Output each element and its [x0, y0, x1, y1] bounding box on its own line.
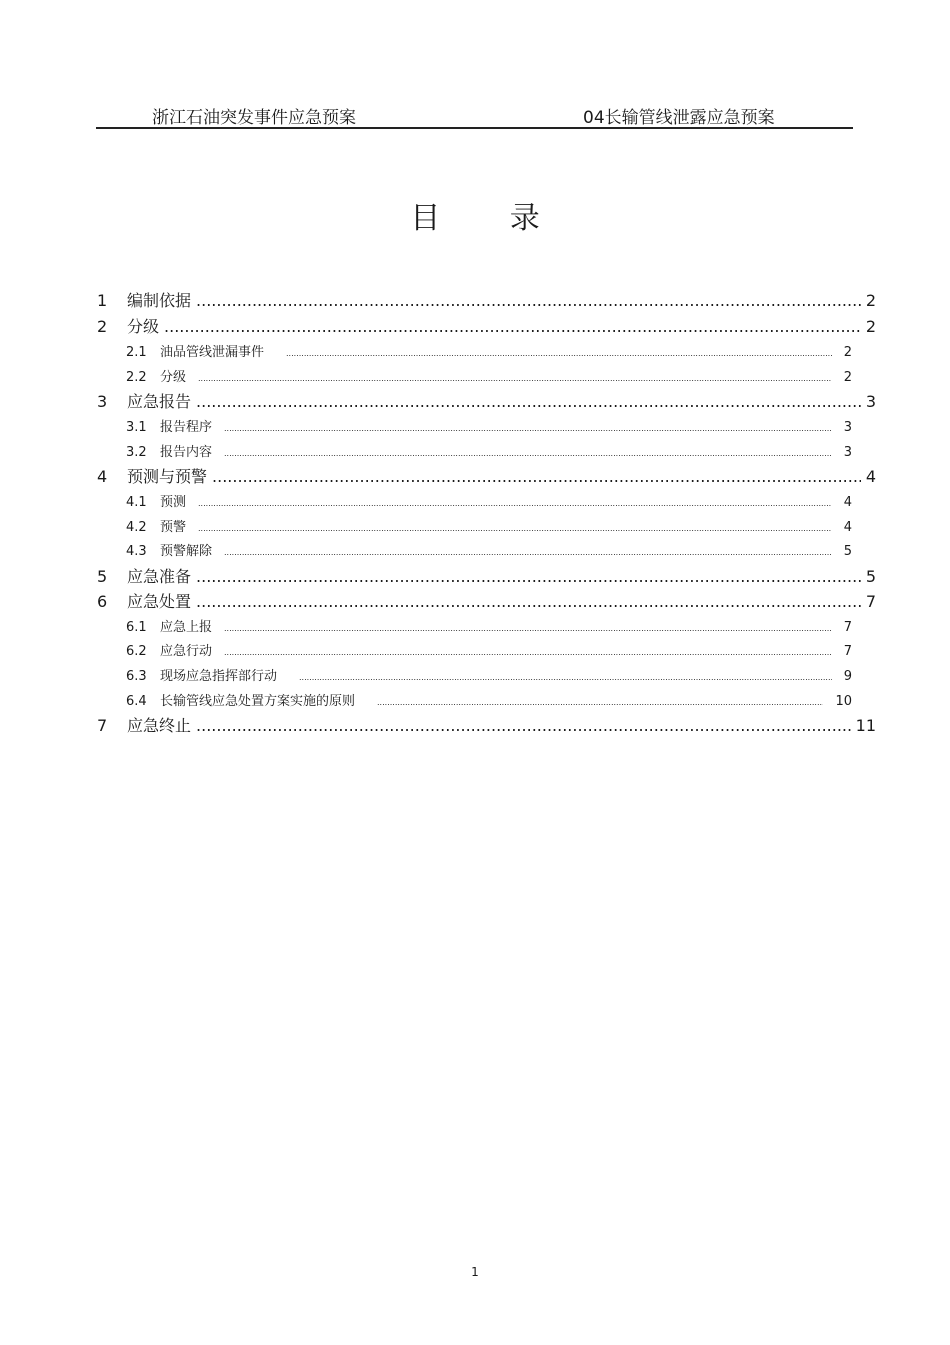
- toc-entry[interactable]: [97, 314, 876, 338]
- toc-entry-label: 现场应急指挥部行动: [160, 669, 278, 684]
- toc-entry-label: 应急行动: [160, 644, 213, 659]
- toc-entry-label: 报告内容: [160, 445, 213, 460]
- toc-dot-leader: [224, 624, 832, 633]
- toc-entry-label: 预测: [160, 495, 187, 510]
- toc-entry-page: 10: [835, 694, 852, 709]
- toc-entry-label: 分级: [127, 317, 160, 336]
- toc-dot-leader: [196, 392, 861, 411]
- toc-entry-page: 2: [865, 317, 876, 336]
- toc-entry-page: 4: [843, 495, 852, 510]
- toc-entry-label: 报告程序: [160, 420, 213, 435]
- toc-entry-label: 应急处置: [127, 592, 192, 611]
- page-header: [96, 101, 853, 129]
- toc-subentry[interactable]: [126, 366, 852, 388]
- toc-subentry[interactable]: [126, 540, 852, 562]
- toc-entry-page: 3: [865, 392, 876, 411]
- toc-entry-number: 5: [97, 567, 108, 586]
- toc-entry-number: 2.2: [126, 370, 147, 385]
- toc-entry-page: 4: [843, 520, 852, 535]
- toc-entry-number: 2.1: [126, 345, 147, 360]
- toc-dot-leader: [198, 499, 832, 508]
- header-section-title: 04长输管线泄露应急预案: [583, 108, 775, 128]
- toc-entry[interactable]: [97, 713, 876, 737]
- toc-entry-number: 6: [97, 592, 108, 611]
- header-document-title: 浙江石油突发事件应急预案: [152, 108, 356, 128]
- toc-entry-number: 7: [97, 716, 108, 735]
- toc-entry-page: 4: [865, 467, 876, 486]
- toc-entry-label: 长输管线应急处置方案实施的原则: [160, 694, 356, 709]
- toc-entry-page: 3: [843, 420, 852, 435]
- toc-entry-page: 7: [843, 644, 852, 659]
- toc-entry-number: 6.4: [126, 694, 147, 709]
- toc-entry-page: 7: [843, 620, 852, 635]
- toc-entry-number: 6.3: [126, 669, 147, 684]
- toc-entry-number: 4.2: [126, 520, 147, 535]
- toc-entry-number: 4: [97, 467, 108, 486]
- toc-subentry[interactable]: [126, 665, 852, 687]
- toc-entry-page: 7: [865, 592, 876, 611]
- toc-entry-label: 油品管线泄漏事件: [160, 345, 265, 360]
- toc-dot-leader: [198, 524, 832, 533]
- toc-entry-page: 9: [843, 669, 852, 684]
- toc-dot-leader: [286, 349, 832, 358]
- toc-entry-page: 2: [843, 370, 852, 385]
- toc-entry-label: 编制依据: [127, 291, 192, 310]
- toc-entry-number: 6.1: [126, 620, 147, 635]
- toc-subentry[interactable]: [126, 690, 852, 712]
- toc-entry-number: 3.2: [126, 445, 147, 460]
- toc-entry-label: 应急上报: [160, 620, 213, 635]
- toc-entry-label: 预测与预警: [127, 467, 208, 486]
- toc-entry-number: 2: [97, 317, 108, 336]
- toc-dot-leader: [212, 467, 861, 486]
- toc-entry-number: 1: [97, 291, 108, 310]
- toc-entry[interactable]: [97, 288, 876, 312]
- toc-dot-leader: [198, 374, 832, 383]
- toc-entry-number: 4.1: [126, 495, 147, 510]
- toc-subentry[interactable]: [126, 516, 852, 538]
- toc-entry-number: 6.2: [126, 644, 147, 659]
- toc-entry-page: 11: [855, 716, 876, 735]
- toc-entry-page: 5: [865, 567, 876, 586]
- toc-subentry[interactable]: [126, 441, 852, 463]
- toc-entry-page: 5: [843, 544, 852, 559]
- toc-entry-label: 应急准备: [127, 567, 192, 586]
- toc-entry-label: 分级: [160, 370, 187, 385]
- toc-title: 目 录: [410, 201, 570, 236]
- toc-subentry[interactable]: [126, 491, 852, 513]
- toc-dot-leader: [224, 449, 832, 458]
- toc-entry[interactable]: [97, 389, 876, 413]
- toc-subentry[interactable]: [126, 416, 852, 438]
- toc-entry-page: 3: [843, 445, 852, 460]
- toc-dot-leader: [377, 698, 823, 707]
- toc-dot-leader: [224, 424, 832, 433]
- toc-entry[interactable]: [97, 589, 876, 613]
- toc-dot-leader: [224, 648, 832, 657]
- toc-entry-label: 应急报告: [127, 392, 192, 411]
- toc-entry-number: 4.3: [126, 544, 147, 559]
- toc-entry[interactable]: [97, 464, 876, 488]
- toc-dot-leader: [196, 716, 851, 735]
- toc-subentry[interactable]: [126, 640, 852, 662]
- toc-entry-page: 2: [865, 291, 876, 310]
- toc-dot-leader: [196, 567, 861, 586]
- toc-entry-label: 应急终止: [127, 716, 192, 735]
- toc-dot-leader: [224, 548, 832, 557]
- toc-subentry[interactable]: [126, 616, 852, 638]
- toc-entry-label: 预警: [160, 520, 187, 535]
- toc-entry-number: 3: [97, 392, 108, 411]
- toc-dot-leader: [164, 317, 861, 336]
- toc-dot-leader: [196, 291, 861, 310]
- toc-entry[interactable]: [97, 564, 876, 588]
- toc-dot-leader: [196, 592, 861, 611]
- toc-entry-label: 预警解除: [160, 544, 213, 559]
- toc-entry-number: 3.1: [126, 420, 147, 435]
- header-rule: [96, 127, 853, 129]
- page-number: 1: [471, 1265, 479, 1279]
- toc-dot-leader: [299, 673, 832, 682]
- toc-entry-page: 2: [843, 345, 852, 360]
- toc-subentry[interactable]: [126, 341, 852, 363]
